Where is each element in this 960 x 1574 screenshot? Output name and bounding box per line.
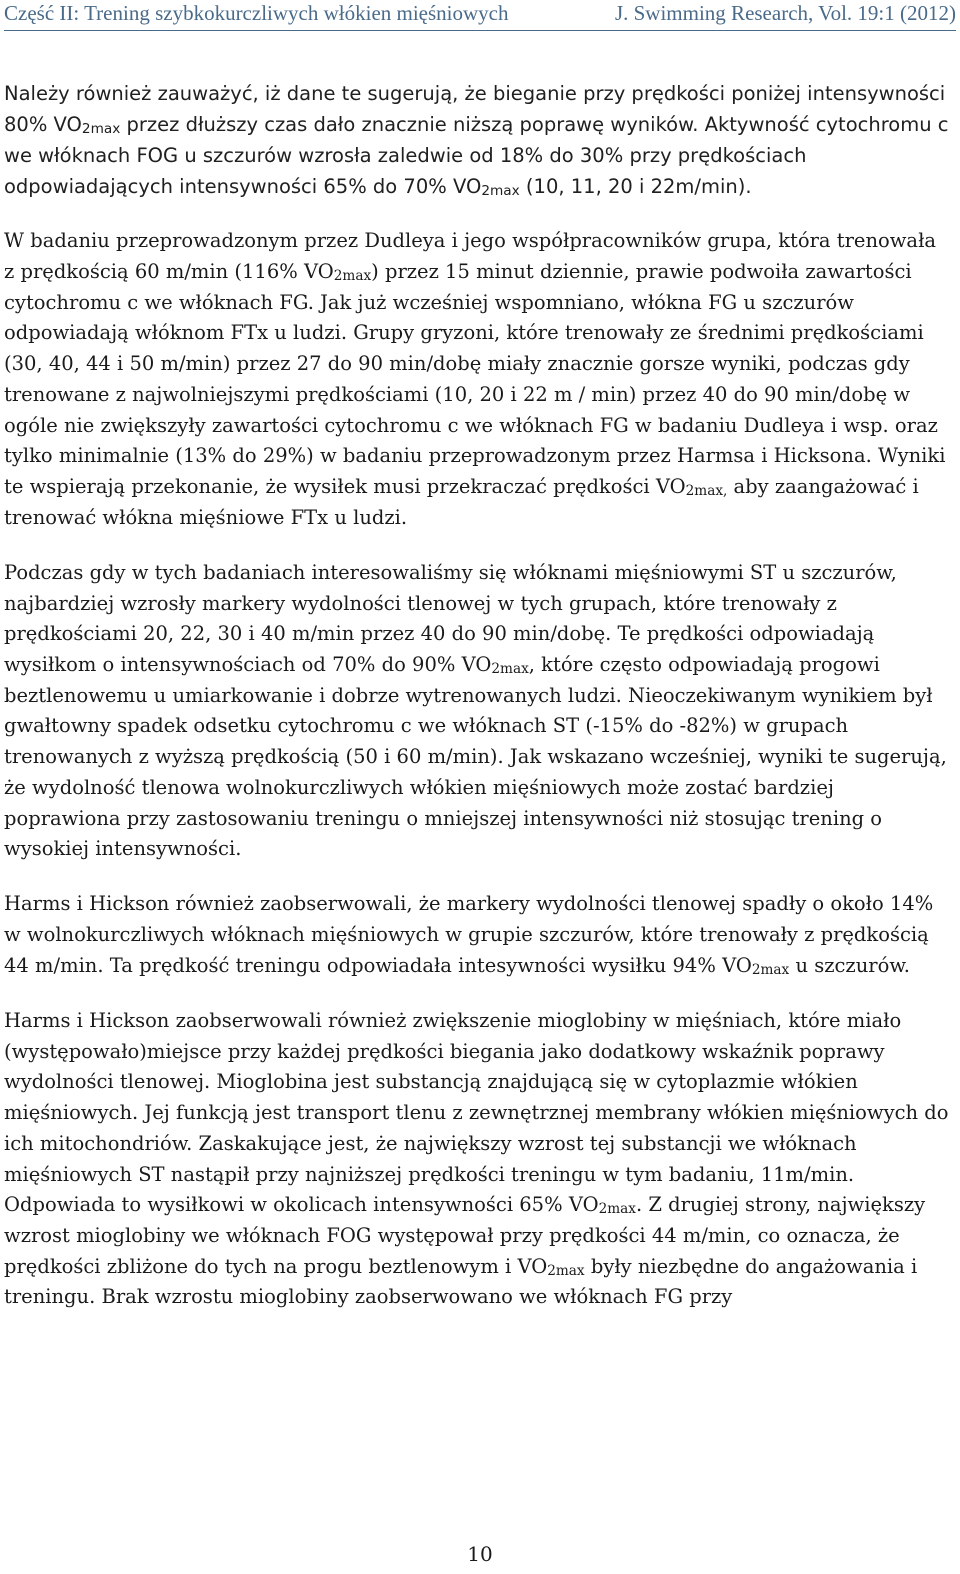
paragraph-1 — [4, 78, 950, 202]
text-segment: ) przez 15 minut dziennie, prawie podwoiła zawartości cytochromu c we włóknach FG. Jak już wcześniej wspomniano, włókna FG u szczurów odpowiadają włóknom FTx u ludzi. Grupy gryzoni, które trenowały ze średnimi prędkościami (30, 40, 44 i 50 m/min) przez 27 do 90 min/dobę miały znacznie gorsze wyniki, podczas gdy trenowane z najwolniejszymi prędkościami (10, 20 i 22 m / min) przez 40 do 90 min/dobę w ogóle nie zwiększyły zawartości cytochromu c we włóknach FG w badaniu Dudleya i wsp. oraz tylko minimalnie (13% do 29%) w badaniu przeprowadzonym przez Harmsa i Hicksona. Wyniki te wspierają przekonanie, że wysiłek musi przekraczać prędkości — [4, 260, 946, 498]
vo2max-term — [517, 1255, 584, 1278]
text-segment: Podczas gdy w tych badaniach interesowaliśmy się włóknami mięśniowymi ST u szczurów, najbardziej wzrosły markery wydolności tlenowej w tych grupach, które trenowały z prędkościami 20, 22, 30 i 40 m/min przez 40 do 90 min/dobę. Te prędkości odpowiadają wysiłkom o intensywnościach od 70% do 90% — [4, 560, 897, 677]
vo2-base: VO — [53, 113, 82, 137]
vo2max-term — [656, 475, 728, 498]
vo2-base: VO — [655, 475, 686, 498]
header-title: Część II: Trening szybkokurczliwych włókien mięśniowych — [4, 1, 509, 25]
paragraph-4 — [4, 889, 950, 981]
vo2max-term — [462, 653, 529, 676]
vo2max-term — [304, 260, 371, 283]
text-segment: przez dłuższy czas dało znacznie niższą poprawę wyników. Aktywność cytochromu c we włóknach FOG u szczurów wzrosła zaledwie od 18% do 30% przy prędkościach odpowiadających intensywności 65% do 70% — [4, 113, 949, 199]
vo2max-term — [722, 954, 789, 977]
text-segment: aby zaangażować i trenować włókna mięśniowe FTx u ludzi. — [4, 475, 919, 529]
text-segment: Należy również zauważyć, iż dane te sugerują, że bieganie przy prędkości poniżej intensywności 80% — [4, 82, 946, 137]
page-number: 10 — [467, 1542, 493, 1566]
paragraph-5 — [4, 1006, 950, 1313]
vo2-subscript: 2max — [481, 183, 520, 200]
vo2max-term — [453, 175, 520, 198]
vo2max-term — [54, 113, 121, 136]
vo2-base: VO — [303, 260, 334, 284]
text-segment: Harms i Hickson zaobserwowali również zwiększenie mioglobiny w mięśniach, które miało (występowało)miejsce przy każdej prędkości biegania jako dodatkowy wskaźnik poprawy wydolności tlenowej. Mioglobina jest substancją znajdującą się w cytoplazmie włókien mięśniowych. Jej funkcją jest transport tlenu z zewnętrznej membrany włókien mięśniowych do ich mitochondriów. Zaskakujące jest, że największy wzrost tej substancji we włóknach mięśniowych ST nastąpił przy najniższej prędkości treningu w tym badaniu, 11m/min. Odpowiada to wysiłkowi w okolicach intensywności 65% — [4, 1009, 949, 1217]
text-segment: (10, 11, 20 i 22m/min). — [519, 175, 752, 199]
vo2-subscript: 2max — [81, 121, 121, 138]
paragraph-3 — [4, 558, 950, 865]
text-segment: W badaniu przeprowadzonym przez Dudleya i jego współpracowników grupa, która trenowała z prędkością 60 m/min (116% — [4, 229, 937, 284]
text-segment: . Z drugiej strony, największy wzrost mioglobiny we włóknach FOG występował przy prędkości 44 m/min, co oznacza, że prędkości zbliżone do tych na progu beztlenowym i — [4, 1193, 926, 1278]
vo2-subscript: 2max — [333, 268, 372, 285]
text-segment: , które często odpowiadają progowi beztlenowemu u umiarkowanie i dobrze wytrenowanych ludzi. Nieoczekiwanym wynikiem był gwałtowny spadek odsetku cytochromu c we włóknach ST (-15% do -82%) w grupach trenowanych z wyższą prędkością (50 i 60 m/min). Jak wskazano wcześniej, wyniki te sugerują, że wydolność tlenowa wolnokurczliwych włókien mięśniowych może zostać bardziej poprawiona przy zastosowaniu treningu o mniejszej intensywności niż stosując trening o wysokiej intensywności. — [4, 653, 947, 861]
body-text — [4, 78, 950, 1338]
running-header — [4, 2, 956, 26]
vo2-subscript: 2max — [598, 1201, 637, 1218]
header-rule — [4, 30, 956, 31]
text-segment: były niezbędne do angażowania i treningu. Brak wzrostu mioglobiny zaobserwowano we włóknach FG przy — [4, 1254, 918, 1309]
vo2max-term — [569, 1193, 636, 1216]
paragraph-2 — [4, 226, 950, 533]
vo2-base: VO — [722, 953, 752, 977]
vo2-subscript: 2max, — [685, 483, 728, 500]
vo2-base: VO — [568, 1193, 599, 1217]
vo2-subscript: 2max — [547, 1262, 585, 1279]
vo2-subscript: 2max — [491, 661, 529, 678]
text-segment: u szczurów. — [789, 953, 910, 977]
vo2-base: VO — [517, 1254, 548, 1278]
header-journal: J. Swimming Research, Vol. 19:1 (2012) — [614, 1, 956, 25]
text-segment: Harms i Hickson również zaobserwowali, że markery wydolności tlenowej spadły o około 14% w wolnokurczliwych włóknach mięśniowych w grupie szczurów, które trenowały z prędkością 44 m/min. Ta prędkość treningu odpowiadała intesywności wysiłku 94% — [4, 892, 934, 977]
vo2-base: VO — [461, 653, 492, 677]
vo2-subscript: 2max — [751, 961, 790, 978]
vo2-base: VO — [452, 175, 482, 199]
